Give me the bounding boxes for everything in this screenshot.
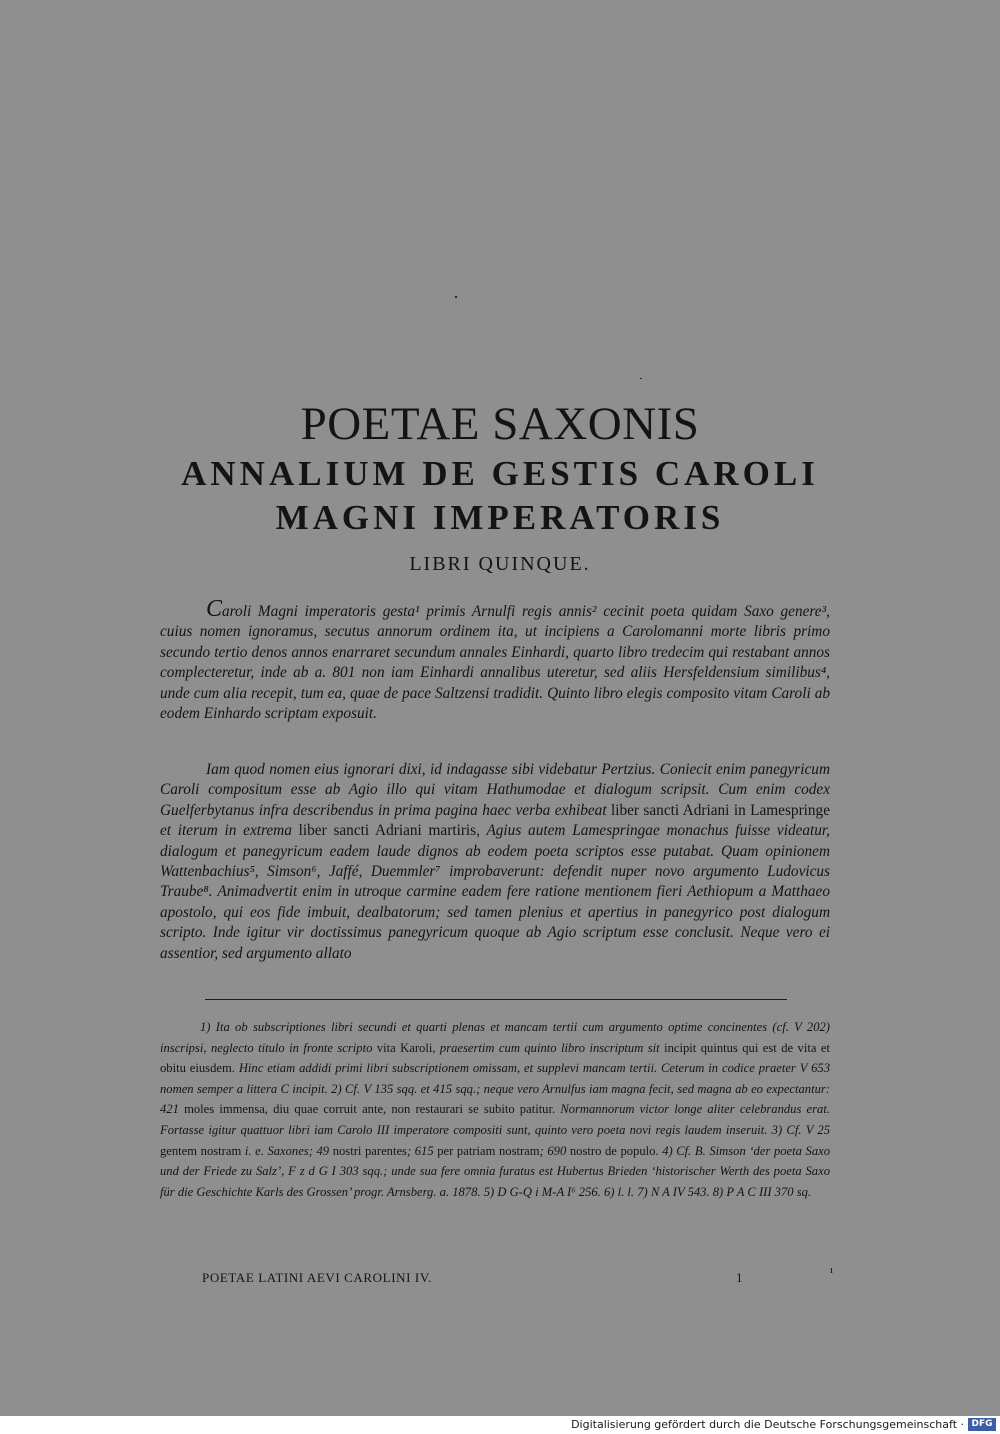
main-title: POETAE SAXONIS [300, 398, 700, 450]
note-quote: nostro de populo. [569, 1143, 659, 1158]
note-quote: per patriam nostram [437, 1143, 540, 1158]
digitization-footer [0, 1416, 1000, 1434]
note-quote: nostri parentes [332, 1143, 407, 1158]
paragraph-2-quote-1: liber sancti Adriani in Lamespringe [610, 801, 830, 819]
margin-mark: ı [830, 1264, 834, 1276]
paragraph-2-part-e: , Agius autem Lamespringae monachus fuisse videatur, dialogum et panegyricum eadem laude dignos ab eodem poeta scriptos esse putabat. Quam opinionem Wattenbachius⁵, Simson⁶, Jaffé, Duemmler⁷ improbaverunt: defendit nuper novo argumento Ludovicus Traube⁸. Animadvertit enim in utroque carmine eadem fere ratione mentionem fieri Aethiopum a Matthaeo apostolo, qui eos fide imbuit, dealbatorum; sed tamen plenius et apertius in panegyrico post dialogum scripto. Inde igitur vir doctissimus panegyricum quoque ab Agio scriptum esse conclusit. Neque vero ei assentior, sed argumento allato [160, 822, 831, 962]
digitization-credit: Digitalisierung gefördert durch die Deutsche Forschungsgemeinschaft · [571, 1418, 964, 1431]
note-text: ; 615 [406, 1143, 438, 1158]
signature-line: POETAE LATINI AEVI CAROLINI IV. [202, 1270, 432, 1285]
note-quote: moles immensa, diu quae corruit ante, non restaurari se subito patitur. [184, 1102, 556, 1117]
subtitle-libri: LIBRI QUINQUE. [409, 553, 591, 575]
paragraph-2-part-c: et iterum in extrema [160, 822, 299, 840]
note-quote: vita Karoli [376, 1040, 433, 1055]
paragraph-1-text: aroli Magni imperatoris gesta¹ primis Arnulfi regis annis² cecinit poeta quidam Saxo genere³, cuius nomen ignoramus, secutus annorum ordinem ita, ut incipiens a Carolomanni morte libris primo secundo tertio denos annos enarraret secundum annales Einhardi, quarto libro tredecim qui restabant annos complecteretur, inde ab a. 801 non iam Einhardi annalibus uteretur, sed aliis Hersfeldensium similibus⁴, unde cum alia recepit, tum ea, quae de pace Saltzensi tradidit. Quinto libro elegis composito vitam Caroli ab eodem Einhardo scriptam exposuit. [160, 603, 830, 723]
note-text: Normannorum victor longe aliter celebrandus erat. Fortasse igitur quattuor libri iam Carolo III imperatore compositi sunt, quinto vero poeta novi regis laudem inseruit. 3) Cf. V 25 [160, 1102, 830, 1137]
note-quote: gentem nostram [160, 1143, 242, 1158]
scan-speck [455, 296, 457, 298]
drop-cap: C [206, 596, 223, 622]
footnote-separator [205, 999, 787, 1000]
note-text: i. e. Saxones; 49 [241, 1143, 333, 1158]
note-text: 4) Cf. B. Simson ‘der poeta Saxo und der Friede zu Salz’, F z d G I 303 sqq.; unde sua fere omnia furatus est Hubertus Brieden ‘historischer Werth des poeta Saxo für die Geschichte Karls des Grossen’ progr. Arnsberg. a. 1878. 5) D G-Q i M-A I⁶ 256. 6) l. l. 7) N A IV 543. 8) P A C III 370 sq. [160, 1143, 831, 1199]
subtitle-line-2: MAGNI IMPERATORIS [275, 498, 725, 537]
page-number: 1 [736, 1270, 743, 1285]
footnotes [160, 1017, 830, 1202]
note-text: 1) Ita ob subscriptiones libri secundi et quarti plenas et mancam tertii cum argumento optime concinentes (cf. V 202) inscripsi, neglecto titulo in fronte scripto [160, 1020, 830, 1055]
note-text: , praesertim cum quinto libro inscriptum sit [432, 1040, 665, 1055]
paragraph-2-part-a: Iam quod nomen eius ignorari dixi, id indagasse sibi videbatur Pertzius. Coniecit enim panegyricum Caroli compositum esse ab Agio illo qui vitam Hathumodae et dialogum scripsit. Cum enim codex Guelferbytanus infra describendus in prima pagina haec verba exhibeat [160, 761, 830, 819]
scan-speck [640, 378, 642, 379]
dfg-logo-icon: DFG [968, 1418, 996, 1431]
body-paragraph-2 [160, 760, 830, 964]
subtitle-line-1: ANNALIUM DE GESTIS CAROLI [181, 454, 819, 493]
note-text: ; 690 [539, 1143, 570, 1158]
body-paragraph-1 [160, 596, 830, 724]
note-quote: incipit quintus qui est de vita et obitu eiusdem. [160, 1040, 830, 1076]
note-text: Hinc etiam addidi primi libri subscriptionem omissam, et supplevi mancam tertii. Ceterum in codice praeter V 653 nomen semper a littera C incipit. 2) Cf. V 135 sqq. et 415 sqq.; neque vero Arnulfus iam magna fecit, sed magna ab eo expectantur: 421 [160, 1061, 830, 1117]
paragraph-2-quote-2: liber sancti Adriani martiris [298, 822, 477, 840]
